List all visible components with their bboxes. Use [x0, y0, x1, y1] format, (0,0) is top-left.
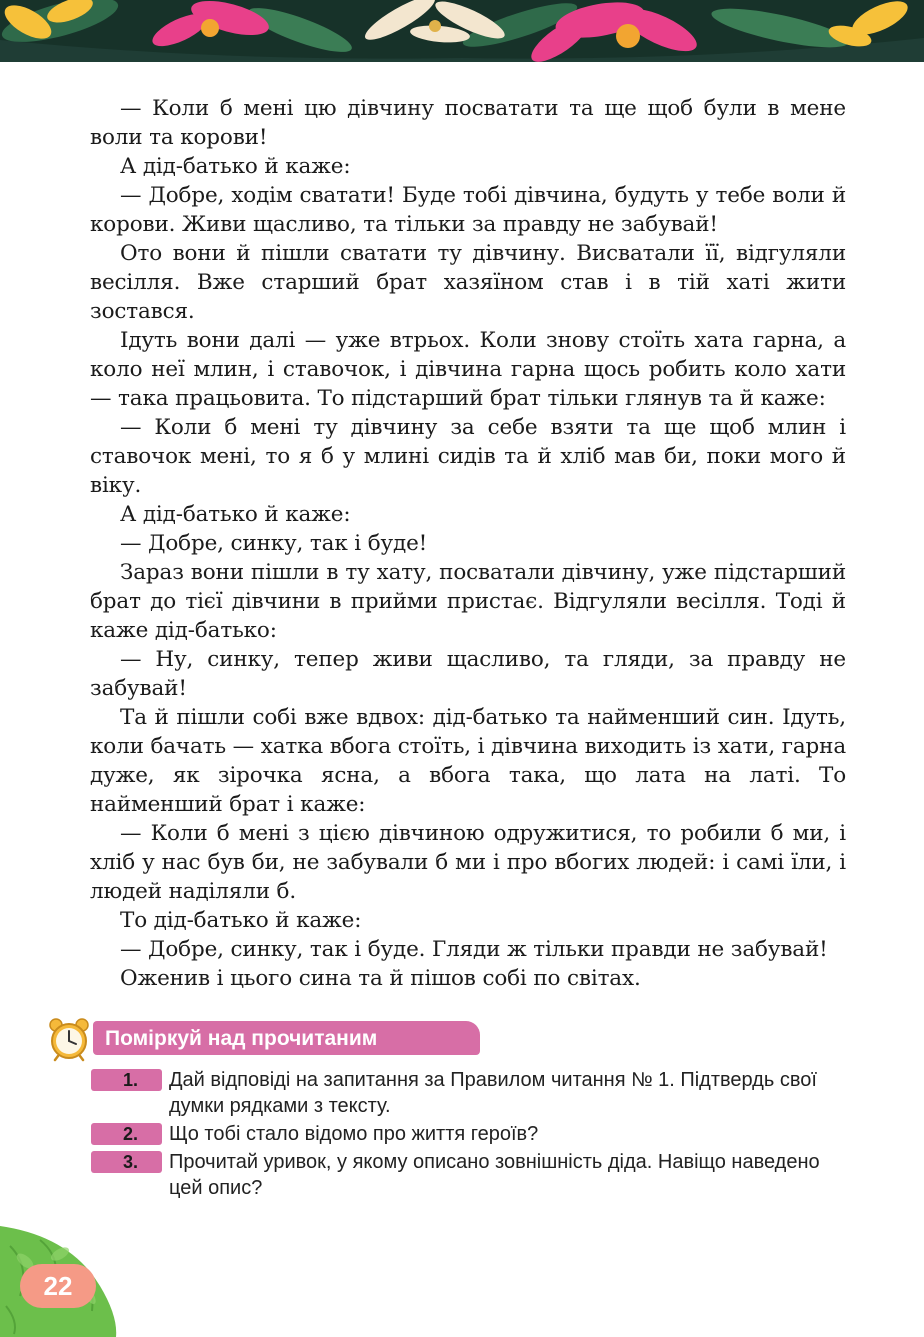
question-item — [46, 1067, 846, 1119]
story-paragraph: — Добре, синку, так і буде! — [120, 531, 428, 556]
section-header — [46, 1016, 846, 1062]
story-paragraph: — Ну, синку, тепер живи щасливо, та гляди, за правду не забувай! — [90, 647, 846, 701]
story-paragraph: — Добре, синку, так і буде. Гляди ж тільки правди не забувай! — [120, 937, 828, 962]
story-text — [90, 94, 846, 993]
story-paragraph: — Коли б мені з цією дівчиною одружитися, то робили б ми, і хліб у нас був би, не забували б ми і про вбогих людей: і самі їли, і людей наділяли б. — [90, 821, 846, 904]
story-paragraph: Зараз вони пішли в ту хату, посватали дівчину, уже підстарший брат до тієї дівчини в прийми пристає. Відгуляли весілля. Тоді й каже дід-батько: — [90, 560, 846, 643]
question-number: 1. — [91, 1069, 162, 1091]
question-text: Прочитай уривок, у якому описано зовнішність діда. Навіщо наведено цей опис? — [169, 1151, 820, 1199]
question-item — [46, 1149, 846, 1201]
flowers-illustration — [0, 0, 924, 62]
story-paragraph: Та й пішли собі вже вдвох: дід-батько та найменший син. Ідуть, коли бачать — хатка вбога стоїть, і дівчина виходить із хати, гарна дуже, як зірочка ясна, а вбога така, що лата на латі. То найменший брат і каже: — [90, 705, 846, 817]
story-paragraph: Ідуть вони далі — уже втрьох. Коли знову стоїть хата гарна, а коло неї млин, і ставочок, і дівчина гарна щось робить коло хати — така працьовита. То підстарший брат тільки глянув та й каже: — [90, 328, 846, 411]
story-paragraph: — Коли б мені цю дівчину посватати та ще щоб були в мене воли та корови! — [90, 96, 846, 150]
floral-banner — [0, 0, 924, 62]
story-paragraph: Оженив і цього сина та й пішов собі по світах. — [120, 966, 641, 991]
reflection-section — [46, 1016, 846, 1203]
question-item — [46, 1121, 846, 1147]
alarm-clock-icon — [46, 1016, 92, 1062]
story-paragraph: А дід-батько й каже: — [120, 502, 351, 527]
question-number: 3. — [91, 1151, 162, 1173]
story-paragraph: — Коли б мені ту дівчину за себе взяти та ще щоб млин і ставочок мені, то я б у млині сидів та й хліб мав би, поки мого й віку. — [90, 415, 846, 498]
story-paragraph: То дід-батько й каже: — [120, 908, 362, 933]
story-paragraph: — Добре, ходім сватати! Буде тобі дівчина, будуть у тебе воли й корови. Живи щасливо, та тільки за правду не забувай! — [90, 183, 846, 237]
page-number: 22 — [20, 1264, 96, 1308]
section-title: Поміркуй над прочитаним — [93, 1021, 480, 1055]
question-number: 2. — [91, 1123, 162, 1145]
question-list — [46, 1067, 846, 1201]
question-text: Дай відповіді на запитання за Правилом читання № 1. Підтвердь свої думки рядками з тексту. — [169, 1069, 817, 1117]
story-paragraph: Ото вони й пішли сватати ту дівчину. Висватали її, відгуляли весілля. Вже старший брат хазяїном став і в тій хаті жити зостався. — [90, 241, 846, 324]
story-paragraph: А дід-батько й каже: — [120, 154, 351, 179]
question-text: Що тобі стало відомо про життя героїв? — [169, 1123, 539, 1145]
